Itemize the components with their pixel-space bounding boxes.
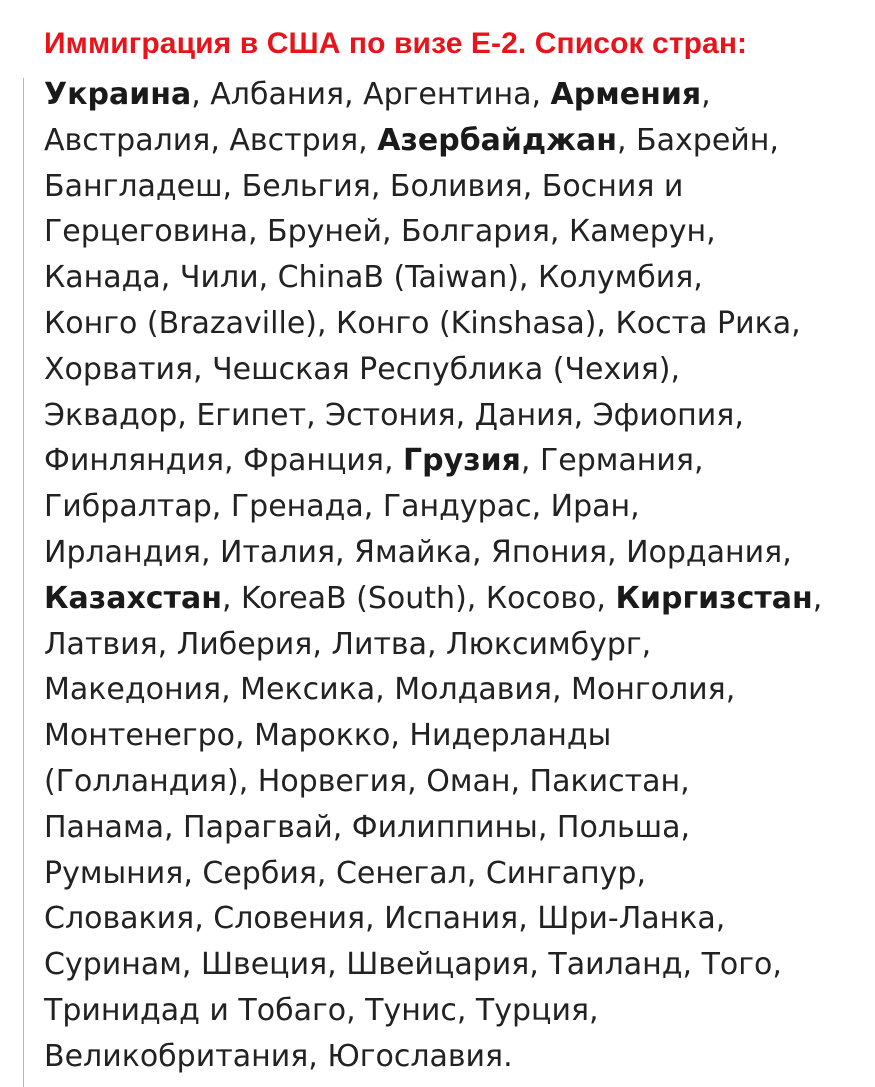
country-list-line <box>44 759 822 805</box>
country-text: Герцеговина, Бруней, Болгария, Камерун, <box>44 214 716 250</box>
country-text: Канада, Чили, ChinaВ (Taiwan), Колумбия, <box>44 260 703 296</box>
country-text: , KoreaВ (South), Косово, <box>221 580 616 616</box>
country-text: , Албания, Аргентина, <box>191 77 551 112</box>
page-title: Иммиграция в США по визе Е-2. Список стран: <box>44 27 748 60</box>
country-text: Румыния, Сербия, Сенегал, Сингапур, <box>44 855 646 891</box>
country-text: Австралия, Австрия, <box>44 122 378 158</box>
country-list-line <box>44 667 822 713</box>
highlighted-country: Армения <box>550 77 702 112</box>
country-list-line <box>44 851 822 897</box>
country-list <box>44 72 822 1080</box>
country-list-line <box>44 301 822 347</box>
country-list-line <box>44 576 822 622</box>
country-text: Словакия, Словения, Испания, Шри-Ланка, <box>44 901 726 937</box>
country-text: Великобритания, Югославия. <box>44 1038 513 1074</box>
country-text: Гибралтар, Гренада, Гандурас, Иран, <box>44 489 640 525</box>
country-text: Эквадор, Египет, Эстония, Дания, Эфиопия, <box>44 397 744 433</box>
country-list-line <box>44 484 822 530</box>
country-list-line <box>44 438 822 484</box>
country-text: , <box>812 580 823 616</box>
highlighted-country: Киргизстан <box>615 580 813 616</box>
country-list-line <box>44 255 822 301</box>
country-text: , Бахрейн, <box>616 122 779 158</box>
country-text: Латвия, Либерия, Литва, Люксимбург, <box>44 626 652 662</box>
country-list-line <box>44 988 822 1034</box>
margin-rule <box>23 78 24 1087</box>
highlighted-country: Казахстан <box>44 580 222 616</box>
country-list-line <box>44 805 822 851</box>
country-text: Македония, Мексика, Молдавия, Монголия, <box>44 672 736 708</box>
highlighted-country: Грузия <box>403 443 521 479</box>
country-list-line <box>44 896 822 942</box>
country-list-line <box>44 164 822 210</box>
country-text: Тринидад и Тобаго, Тунис, Турция, <box>44 992 599 1028</box>
country-list-line <box>44 347 822 393</box>
country-text: Суринам, Швеция, Швейцария, Таиланд, Того, <box>44 947 782 983</box>
country-text: Панама, Парагвай, Филиппины, Польша, <box>44 809 691 845</box>
country-text: , Германия, <box>520 443 704 479</box>
country-text: (Голландия), Норвегия, Оман, Пакистан, <box>44 763 690 799</box>
country-text: Хорватия, Чешская Республика (Чехия), <box>44 351 681 387</box>
country-list-line <box>44 118 822 164</box>
country-text: Бангладеш, Бельгия, Боливия, Босния и <box>44 168 684 204</box>
country-list-line <box>44 942 822 988</box>
country-text: Ирландия, Италия, Ямайка, Япония, Иордания, <box>44 534 792 570</box>
country-list-line <box>44 1034 822 1080</box>
country-list-line <box>44 393 822 439</box>
highlighted-country: Азербайджан <box>377 122 617 158</box>
country-text: Конго (Brazaville), Конго (Kinshasa), Коста Рика, <box>44 305 801 341</box>
country-list-line <box>44 622 822 668</box>
country-list-line <box>44 713 822 759</box>
country-text: Финляндия, Франция, <box>44 443 404 479</box>
country-text: , <box>701 77 711 112</box>
country-text: Монтенегро, Марокко, Нидерланды <box>44 718 612 754</box>
highlighted-country: Украина <box>44 77 192 112</box>
country-list-line <box>44 530 822 576</box>
country-list-line <box>44 72 822 118</box>
country-list-line <box>44 209 822 255</box>
